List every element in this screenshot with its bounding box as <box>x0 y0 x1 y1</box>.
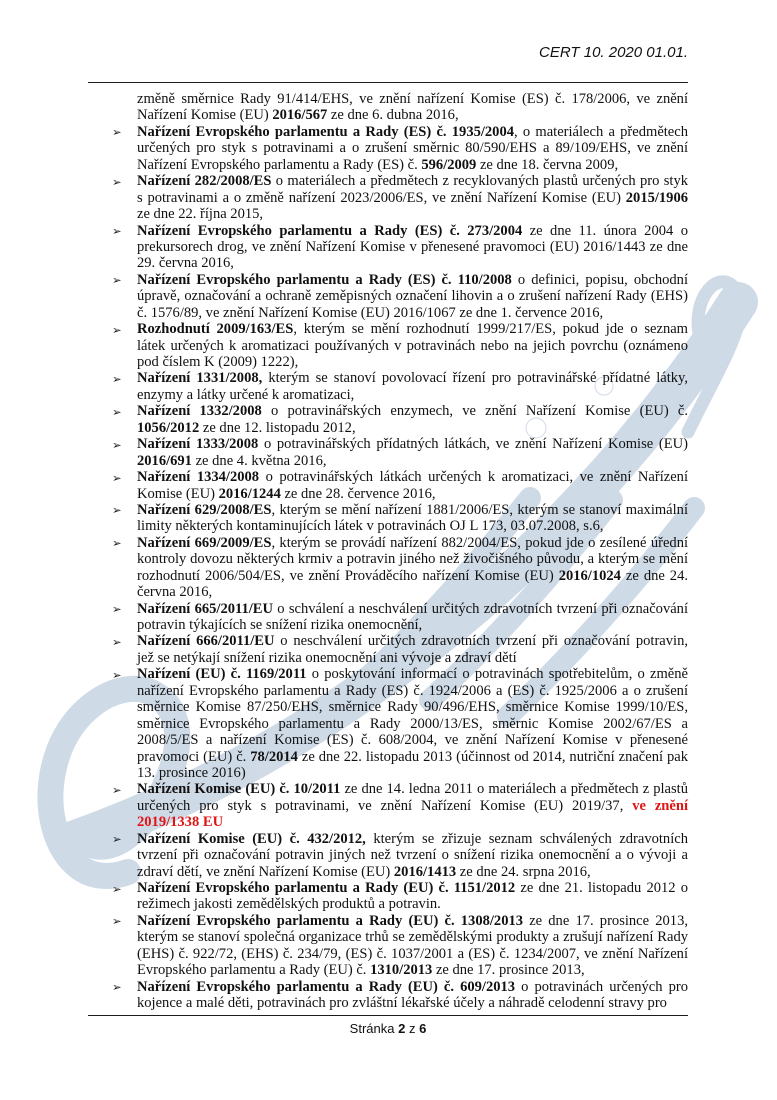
bullet-arrow-icon: ➢ <box>112 125 122 140</box>
footer-rule <box>88 1015 688 1016</box>
bullet-arrow-icon: ➢ <box>112 634 122 649</box>
bullet-arrow-icon: ➢ <box>112 881 122 896</box>
bullet-arrow-icon: ➢ <box>112 470 122 485</box>
regulation-text: , kterým se mění nařízení 1881/2006/ES, kterým se stanoví maximální limity některých kontaminujících látek v potravinách OJ L 173, 03.07.2008, s.6, <box>137 501 688 535</box>
regulation-number: Nařízení 669/2009/ES <box>137 534 272 551</box>
regulation-text: ze dne 17. prosince 2013, <box>432 962 585 979</box>
intro-paragraph <box>137 91 688 124</box>
list-item-text <box>137 880 688 912</box>
regulation-number: Nařízení 1333/2008 <box>137 436 259 453</box>
regulation-number: Nařízení Evropského parlamentu a Rady (ES) č. 1935/2004 <box>137 123 515 140</box>
bullet-arrow-icon: ➢ <box>112 914 122 929</box>
regulation-number: Nařízení Evropského parlamentu a Rady (ES) č. 110/2008 <box>137 271 512 288</box>
footer-of-word: z <box>408 1021 416 1036</box>
regulation-text: ze dne 22. října 2015, <box>137 206 264 223</box>
regulation-text: ze dne 17. prosince 2013, kterým se stanoví společná organizace trhů se zemědělskými produkty a zrušují nařízení Rady (EHS) č. 922/72, (EHS) č. 234/79, (ES) č. 1037/2001 a (ES) č. 1234/2007, ve znění Nařízení Evropského parlamentu a Rady (EU) č. <box>137 912 688 979</box>
bullet-arrow-icon: ➢ <box>112 602 122 617</box>
regulation-text: o poskytování informací o potravinách spotřebitelům, o změně nařízení Evropského parlamentu a Rady (ES) č. 1924/2006 a (ES) č. 1925/2006 a o zrušení směrnice Komise 87/250/EHS, směrnice Rady 90/496/EHS, směrnice Komise 1999/10/ES, směrnice Evropského parlamentu a Rady 2000/13/ES, směrnic Komise 2002/67/ES a 2008/5/ES a nařízení Komise (ES) č. 608/2004, ve znění Nařízení Komise v přenesené pravomoci (EU) č. <box>137 666 688 765</box>
regulation-number: Nařízení 1334/2008 <box>137 469 260 486</box>
list-item-text <box>137 173 688 222</box>
header-rule <box>88 82 688 83</box>
regulation-number: 2016/1024 <box>558 567 621 584</box>
list-item-text <box>137 403 688 435</box>
regulation-number: 2016/1244 <box>218 485 281 502</box>
list-item <box>88 124 688 173</box>
regulation-number: Nařízení 282/2008/ES <box>137 173 272 190</box>
regulation-number: Nařízení 1332/2008 <box>137 403 262 420</box>
regulation-text: o schválení a neschválení určitých zdravotních tvrzení při označování potravin týkajících se snížení rizika onemocnění, <box>137 600 688 633</box>
list-item-text <box>137 979 688 1011</box>
regulation-text: o potravinářských enzymech, ve znění Nařízení Komise (EU) č. <box>261 403 688 420</box>
list-item <box>88 223 688 272</box>
list-item-text <box>137 272 688 321</box>
regulation-text: o potravinářských přídatných látkách, ve znění Nařízení Komise (EU) <box>258 436 688 453</box>
regulation-number: 596/2009 <box>421 156 477 173</box>
regulation-text: ze dne 28. července 2016, <box>280 485 436 502</box>
list-item-text <box>137 370 688 402</box>
list-item-text <box>137 321 688 370</box>
regulation-number: Nařízení Evropského parlamentu a Rady (EU) č. 609/2013 <box>137 978 516 995</box>
footer-page-number: 2 <box>398 1021 406 1036</box>
footer-label: Stránka <box>349 1021 395 1036</box>
amendment-highlight: ve znění 2019/1338 EU <box>137 797 688 831</box>
list-item-text <box>137 502 688 534</box>
regulation-text: ze dne 24. června 2016, <box>137 567 688 601</box>
regulation-number: 2016/567 <box>272 107 328 124</box>
regulation-text: kterým se zřizuje seznam schválených zdravotních tvrzení při označování potravin jiných než tvrzení o snížení rizika onemocnění a o vývoji a zdraví dětí, ve znění Nařízení Komise (EU) <box>137 830 688 880</box>
header-reference: CERT 10. 2020 01.01. <box>539 44 688 61</box>
list-item <box>88 436 688 469</box>
bullet-arrow-icon: ➢ <box>112 536 122 551</box>
regulation-text: , o materiálech a předmětech určených pro styk s potravinami a o zrušení směrnic 80/590/EHS a 89/109/EHS, ve znění Nařízení Evropského parlamentu a Rady (ES) č. <box>137 123 688 173</box>
regulation-number: Nařízení Evropského parlamentu a Rady (ES) č. 273/2004 <box>137 222 523 239</box>
list-item <box>88 601 688 634</box>
list-item <box>88 173 688 222</box>
list-item <box>88 535 688 601</box>
bullet-arrow-icon: ➢ <box>112 224 122 238</box>
list-item <box>88 272 688 321</box>
bullet-arrow-icon: ➢ <box>112 980 122 995</box>
regulation-text: ze dne 14. ledna 2011 o materiálech a předmětech z plastů určených pro styk s potravinami, ve znění Nařízení Komise (EU) 2019/37, <box>137 781 688 814</box>
regulation-text: kterým se stanoví povolovací řízení pro potravinářské přídatné látky, enzymy a látky určené k aromatizaci, <box>137 370 688 403</box>
regulation-number: 78/2014 <box>250 748 298 765</box>
bullet-arrow-icon: ➢ <box>112 322 122 337</box>
regulation-text: ze dne 24. srpna 2016, <box>456 863 591 880</box>
regulation-text: ze dne 18. června 2009, <box>476 156 619 173</box>
list-item <box>88 502 688 535</box>
regulation-text: o materiálech a předmětech z recyklovaných plastů určených pro styk s potravinami a o změně nařízení 2023/2006/ES, ve znění Nařízení Komise (EU) <box>137 173 688 206</box>
list-item <box>88 913 688 979</box>
regulation-number: Nařízení 629/2008/ES <box>137 501 272 518</box>
regulation-number: 2016/1413 <box>393 863 457 880</box>
list-item <box>88 321 688 370</box>
regulation-text: ze dne 22. listopadu 2013 (účinnost od 2014, nutriční značení pak 13. prosince 2016) <box>137 748 688 781</box>
bullet-arrow-icon: ➢ <box>112 437 122 452</box>
regulation-number: Nařízení Komise (EU) č. 432/2012, <box>137 830 366 847</box>
regulation-number: 1056/2012 <box>137 419 200 436</box>
page-header <box>88 44 688 61</box>
document-body <box>88 91 688 1012</box>
regulation-number: Nařízení 1331/2008, <box>137 370 263 387</box>
bullet-arrow-icon: ➢ <box>112 503 122 518</box>
regulation-text: změně směrnice Rady 91/414/EHS, ve znění nařízení Komise (ES) č. 178/2006, ve znění Nařízení Komise (EU) <box>137 91 688 124</box>
list-item <box>88 781 688 830</box>
list-item <box>88 666 688 781</box>
regulation-text: ze dne 6. dubna 2016, <box>327 107 459 124</box>
bullet-arrow-icon: ➢ <box>112 832 122 847</box>
regulation-text: ze dne 4. května 2016, <box>191 452 327 469</box>
regulation-number: 2015/1906 <box>625 189 688 206</box>
regulation-number: Nařízení Evropského parlamentu a Rady (EU) č. 1151/2012 <box>137 880 516 896</box>
list-item-text <box>137 913 688 978</box>
list-item <box>88 370 688 403</box>
page-footer <box>88 1021 688 1036</box>
regulation-number: Nařízení 665/2011/EU <box>137 600 274 617</box>
list-item-text <box>137 223 688 272</box>
regulation-text: ze dne 11. února 2004 o prekursorech drog, ve znění Nařízení Komise v přenesené pravomoci (EU) 2016/1443 ze dne 29. června 2016, <box>137 222 688 272</box>
list-item-text <box>137 436 688 468</box>
regulation-number: Nařízení (EU) č. 1169/2011 <box>137 666 307 683</box>
list-item <box>88 633 688 666</box>
regulation-text: , kterým se provádí nařízení 882/2004/ES, pokud jde o zesílené úřední kontroly dovozu některých krmiv a potravin jiného než živočišného původu, a kterým se mění rozhodnutí 2006/504/ES, ve znění Prováděcího nařízení Komise (EU) <box>137 534 689 584</box>
list-item-text <box>137 535 688 600</box>
list-item <box>88 979 688 1012</box>
list-item-text <box>137 831 688 880</box>
list-item-text <box>137 666 688 781</box>
regulation-number: Rozhodnutí 2009/163/ES <box>137 321 294 338</box>
regulation-number: Nařízení Evropského parlamentu a Rady (EU) č. 1308/2013 <box>137 912 524 929</box>
regulation-text: o definici, popisu, obchodní úpravě, označování a ochraně zeměpisných označení lihovin a o zrušení nařízení Rady (EHS) č. 1576/89, ve znění Nařízení Komise (EU) 2016/1067 ze dne 1. července 2016, <box>137 271 688 321</box>
regulation-text: o neschválení určitých zdravotních tvrzení při označování potravin, jež se netýkají snížení rizika onemocnění ani vývoje a zdraví dětí <box>137 633 688 666</box>
regulation-text: ze dne 21. listopadu 2012 o režimech jakosti zemědělských produktů a potravin. <box>137 880 689 913</box>
list-item <box>88 403 688 436</box>
list-item <box>88 469 688 502</box>
list-item-text <box>137 781 688 830</box>
regulation-number: Nařízení Komise (EU) č. 10/2011 <box>137 781 341 798</box>
regulation-list <box>88 124 688 1012</box>
bullet-arrow-icon: ➢ <box>112 404 122 419</box>
bullet-arrow-icon: ➢ <box>112 667 122 682</box>
list-item-text <box>137 601 688 633</box>
footer-total-pages: 6 <box>419 1021 427 1036</box>
list-item-text <box>137 124 688 173</box>
regulation-text: o potravinách určených pro kojence a malé děti, potravinách pro zvláštní lékařské účely a náhradě celodenní stravy pro <box>137 978 689 1012</box>
regulation-text: , kterým se mění rozhodnutí 1999/217/ES, pokud jde o seznam látek určených k aromatizaci používaných v potravinách nebo na jejich povrchu (oznámeno pod číslem K (2009) 1222), <box>137 321 688 370</box>
list-item-text <box>137 469 688 501</box>
regulation-number: 2016/691 <box>137 452 192 469</box>
bullet-arrow-icon: ➢ <box>112 273 122 288</box>
bullet-arrow-icon: ➢ <box>112 782 122 797</box>
bullet-arrow-icon: ➢ <box>112 174 122 189</box>
regulation-text: ze dne 12. listopadu 2012, <box>199 419 356 436</box>
bullet-arrow-icon: ➢ <box>112 371 122 386</box>
list-item-text <box>137 633 688 665</box>
list-item <box>88 880 688 913</box>
regulation-text: o potravinářských látkách určených k aromatizaci, ve znění Nařízení Komise (EU) <box>137 469 688 502</box>
regulation-number: 1310/2013 <box>370 962 433 979</box>
list-item <box>88 831 688 880</box>
regulation-number: Nařízení 666/2011/EU <box>137 633 275 650</box>
